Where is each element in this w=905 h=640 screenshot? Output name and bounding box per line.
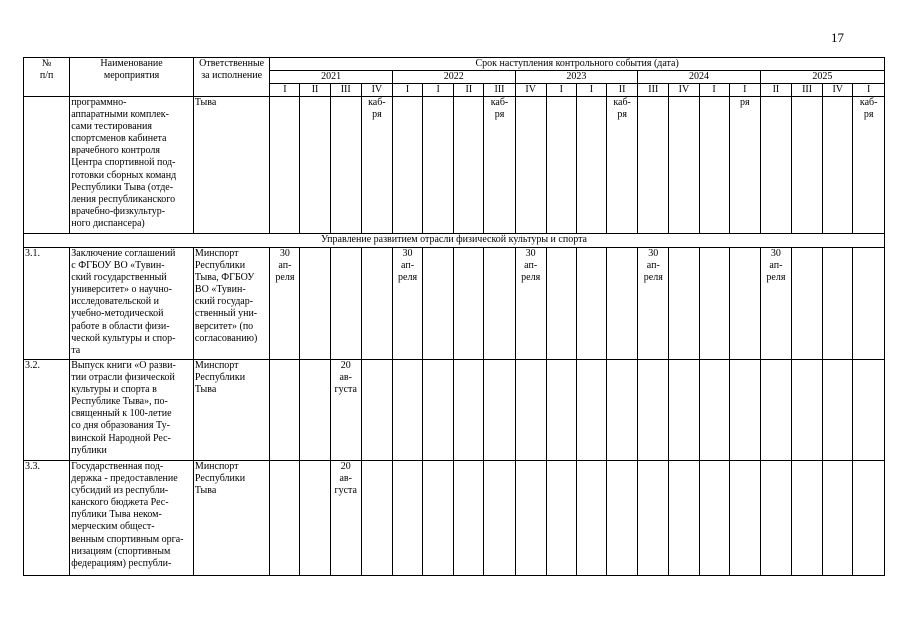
header-quarter: II <box>300 84 330 97</box>
deadline-cell <box>484 360 515 461</box>
deadline-cell: 20 ав- густа <box>330 360 361 461</box>
header-quarter: II <box>760 84 791 97</box>
deadline-cell <box>853 360 885 461</box>
header-quarter: II <box>454 84 484 97</box>
event-name: Выпуск книги «О разви- тии отрасли физической культуры и спорта в Республике Тыва», по- священный к 100-летие со дня образования Ту- винской Народной Рес- публики <box>70 360 194 461</box>
row-number: 3.3. <box>24 461 70 576</box>
section-row <box>24 234 885 248</box>
responsible-party: Минспорт Республики Тыва, ФГБОУ ВО «Тувин- ский государ- ственный уни- верситет» (по согласованию) <box>193 248 269 360</box>
deadline-cell: 20 ав- густа <box>330 461 361 576</box>
deadline-cell <box>515 461 546 576</box>
responsible-party: Минспорт Республики Тыва <box>193 360 269 461</box>
deadline-cell <box>423 97 454 234</box>
deadline-cell <box>699 248 729 360</box>
deadline-cell: каб- ря <box>361 97 392 234</box>
deadline-cell <box>270 360 300 461</box>
deadline-cell: каб- ря <box>853 97 885 234</box>
header-quarter: IV <box>669 84 699 97</box>
row-number <box>24 97 70 234</box>
header-year: 2023 <box>515 71 638 84</box>
header-deadline: Срок наступления контрольного события (дата) <box>270 58 885 71</box>
header-quarter: I <box>729 84 760 97</box>
deadline-cell <box>729 360 760 461</box>
deadline-cell <box>454 461 484 576</box>
deadline-cell <box>760 461 791 576</box>
responsible-party: Минспорт Республики Тыва <box>193 461 269 576</box>
header-quarter: III <box>484 84 515 97</box>
deadline-cell <box>576 461 606 576</box>
page-number: 17 <box>831 30 844 45</box>
responsible-party: Тыва <box>193 97 269 234</box>
header-quarter: I <box>392 84 422 97</box>
deadline-cell: 30 ап- реля <box>515 248 546 360</box>
header-year: 2024 <box>638 71 761 84</box>
table-body <box>24 97 885 576</box>
deadline-cell <box>392 461 422 576</box>
header-quarter: IV <box>515 84 546 97</box>
deadline-cell <box>638 97 669 234</box>
deadline-cell <box>607 360 638 461</box>
deadline-cell <box>392 360 422 461</box>
deadline-cell <box>546 248 576 360</box>
deadline-cell <box>300 461 330 576</box>
deadline-cell <box>454 97 484 234</box>
header-quarter: II <box>607 84 638 97</box>
deadline-cell <box>607 461 638 576</box>
deadline-cell <box>576 360 606 461</box>
event-name: Государственная под- держка - предоставление субсидий из республи- канского бюджета Рес- публики Тыва неком- мерческим общест- венным спортивным орга- низациям (спортивным федерациям) республи- <box>70 461 194 576</box>
deadline-cell <box>515 360 546 461</box>
deadline-cell <box>361 461 392 576</box>
deadline-cell <box>669 97 699 234</box>
deadline-cell <box>484 461 515 576</box>
header-quarter: I <box>270 84 300 97</box>
deadline-cell <box>423 360 454 461</box>
deadline-cell <box>699 97 729 234</box>
header-quarter: I <box>546 84 576 97</box>
deadline-cell <box>823 97 853 234</box>
deadline-cell <box>729 461 760 576</box>
deadline-cell <box>515 97 546 234</box>
header-quarter: IV <box>361 84 392 97</box>
deadline-cell <box>361 248 392 360</box>
deadline-cell <box>638 360 669 461</box>
deadline-cell <box>392 97 422 234</box>
table-row <box>24 360 885 461</box>
deadline-cell <box>853 248 885 360</box>
header-quarter: III <box>638 84 669 97</box>
deadline-cell <box>546 360 576 461</box>
deadline-cell <box>791 360 822 461</box>
table-row <box>24 461 885 576</box>
deadline-cell <box>300 248 330 360</box>
row-number: 3.1. <box>24 248 70 360</box>
deadline-cell <box>546 461 576 576</box>
row-number: 3.2. <box>24 360 70 461</box>
deadline-cell <box>760 360 791 461</box>
deadline-cell: ря <box>729 97 760 234</box>
deadline-cell <box>361 360 392 461</box>
deadline-cell <box>853 461 885 576</box>
header-quarter: I <box>576 84 606 97</box>
deadline-cell <box>423 248 454 360</box>
deadline-cell <box>638 461 669 576</box>
deadline-cell <box>823 248 853 360</box>
deadline-cell: каб- ря <box>484 97 515 234</box>
deadline-cell <box>454 248 484 360</box>
event-name: программно- аппаратными комплек- сами тестирования спортсменов кабинета врачебного контроля Центра спортивной под- готовки сборных команд Республики Тыва (отде- ления республиканского врачебно-физкультур- ного диспансера) <box>70 97 194 234</box>
header-quarter: I <box>699 84 729 97</box>
table-row-continuation <box>24 97 885 234</box>
deadline-cell <box>546 97 576 234</box>
deadline-cell <box>791 248 822 360</box>
deadline-cell <box>576 248 606 360</box>
deadline-cell <box>669 461 699 576</box>
header-quarter: IV <box>823 84 853 97</box>
deadline-cell <box>760 97 791 234</box>
deadline-cell <box>823 360 853 461</box>
deadline-cell <box>669 248 699 360</box>
header-quarter: III <box>330 84 361 97</box>
deadline-cell <box>423 461 454 576</box>
deadline-cell <box>669 360 699 461</box>
deadline-cell <box>791 97 822 234</box>
event-name: Заключение соглашений с ФГБОУ ВО «Тувин- ский государственный университет» о научно- исследовательской и учебно-методической работе в области физи- ческой культуры и спор- та <box>70 248 194 360</box>
header-quarter: I <box>853 84 885 97</box>
header-year: 2021 <box>270 71 393 84</box>
deadline-cell <box>270 461 300 576</box>
deadline-cell <box>454 360 484 461</box>
header-quarter: I <box>423 84 454 97</box>
deadline-cell: 30 ап- реля <box>270 248 300 360</box>
deadline-cell <box>270 97 300 234</box>
deadline-cell <box>699 461 729 576</box>
deadline-cell <box>607 248 638 360</box>
deadline-cell <box>699 360 729 461</box>
header-responsible: Ответственные за исполнение <box>193 58 269 97</box>
deadline-cell <box>330 97 361 234</box>
table-row <box>24 248 885 360</box>
deadline-cell: каб- ря <box>607 97 638 234</box>
deadline-cell <box>300 97 330 234</box>
deadline-cell: 30 ап- реля <box>392 248 422 360</box>
header-name: Наименование мероприятия <box>70 58 194 97</box>
header-num: № п/п <box>24 58 70 97</box>
header-year: 2022 <box>392 71 515 84</box>
deadline-cell <box>729 248 760 360</box>
deadline-cell <box>330 248 361 360</box>
deadline-cell <box>576 97 606 234</box>
deadline-cell: 30 ап- реля <box>638 248 669 360</box>
deadline-cell <box>791 461 822 576</box>
section-title: Управление развитием отрасли физической культуры и спорта <box>24 234 885 248</box>
deadline-cell: 30 ап- реля <box>760 248 791 360</box>
control-events-table <box>23 57 885 576</box>
header-quarter: III <box>791 84 822 97</box>
deadline-cell <box>484 248 515 360</box>
table-header <box>24 58 885 97</box>
header-year: 2025 <box>760 71 884 84</box>
deadline-cell <box>823 461 853 576</box>
deadline-cell <box>300 360 330 461</box>
